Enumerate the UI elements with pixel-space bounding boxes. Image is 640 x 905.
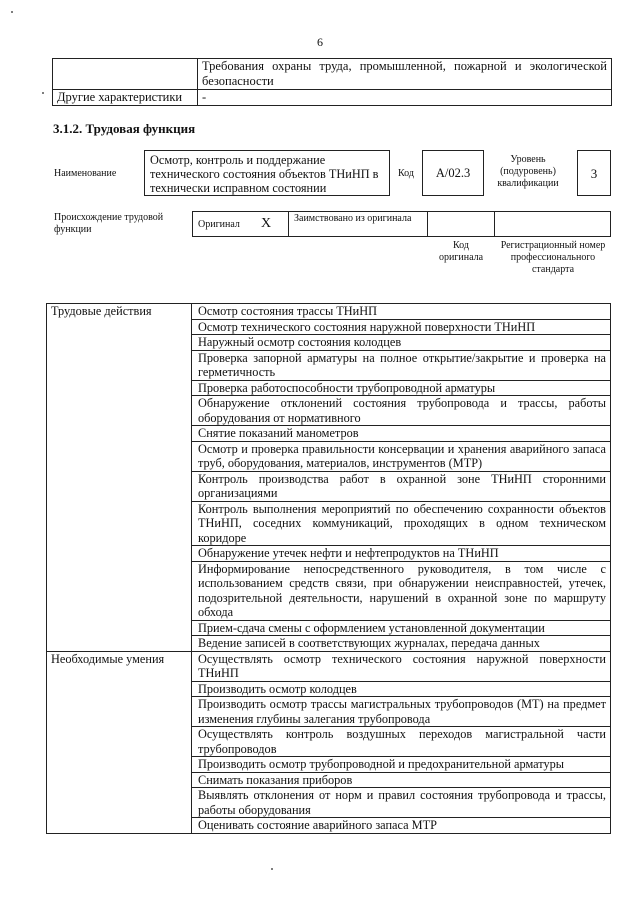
labor_actions-item: Осмотр и проверка правильности консервации и хранения аварийного запаса труб, оборудования, материалов, инструментов (МТР): [192, 441, 611, 471]
labor_actions-item: Проверка запорной арматуры на полное открытие/закрытие и проверка на герметичность: [192, 350, 611, 380]
skills-item: Производить осмотр колодцев: [192, 681, 611, 697]
row-label: Другие характеристики: [53, 90, 198, 106]
original-label: Оригинал: [198, 219, 240, 230]
code-original-label: Код оригинала: [438, 240, 484, 263]
labor_actions-label: Трудовые действия: [47, 304, 192, 652]
row-label: [53, 59, 198, 90]
characteristics-table: [52, 58, 612, 106]
scan-speck: [271, 868, 273, 870]
labor_actions-item: Ведение записей в соответствующих журналах, передача данных: [192, 636, 611, 652]
table-row: [47, 304, 611, 320]
labor_actions-item: Контроль выполнения мероприятий по обеспечению сохранности объектов ТНиНП, соседних коммуникаций, проходящих в одном техническом коридоре: [192, 501, 611, 546]
row-value: Требования охраны труда, промышленной, пожарной и экологической безопасности: [198, 59, 612, 90]
skills-item: Производить осмотр трассы магистральных трубопроводов (МТ) на предмет изменения глубины залегания трубопровода: [192, 697, 611, 727]
name-label: Наименование: [54, 168, 117, 179]
labor_actions-item: Прием-сдача смены с оформлением установленной документации: [192, 620, 611, 636]
labor_actions-item: Обнаружение отклонений состояния трубопровода и трассы, работы оборудования от нормативного: [192, 396, 611, 426]
level-value: 3: [577, 150, 611, 196]
code-value: А/02.3: [422, 150, 484, 196]
reg-number-cell: [494, 211, 611, 237]
labor_actions-item: Обнаружение утечек нефти и нефтепродуктов на ТНиНП: [192, 546, 611, 562]
original-cell: [192, 211, 289, 237]
labor_actions-item: Контроль производства работ в охранной зоне ТНиНП сторонними организациями: [192, 471, 611, 501]
labor_actions-item: Проверка работоспособности трубопроводной арматуры: [192, 380, 611, 396]
labor_actions-item: Снятие показаний манометров: [192, 426, 611, 442]
code-label: Код: [398, 168, 414, 179]
skills-item: Оценивать состояние аварийного запаса МТР: [192, 818, 611, 834]
skills-item: Осуществлять контроль воздушных переходов магистральной части трубопроводов: [192, 727, 611, 757]
table-row: [53, 90, 612, 106]
skills-item: Осуществлять осмотр технического состояния наружной поверхности ТНиНП: [192, 651, 611, 681]
origin-label: Происхождение трудовой функции: [54, 212, 164, 235]
section-title: 3.1.2. Трудовая функция: [53, 121, 196, 136]
labor-function-table: [46, 303, 611, 834]
reg-number-label: Регистрационный номер профессионального стандарта: [500, 240, 606, 275]
row-value: -: [198, 90, 612, 106]
original-mark: X: [261, 216, 272, 231]
labor_actions-item: Наружный осмотр состояния колодцев: [192, 335, 611, 351]
skills-item: Производить осмотр трубопроводной и предохранительной арматуры: [192, 757, 611, 773]
labor_actions-item: Информирование непосредственного руководителя, в том числе с использованием средств связи, при обнаружении неисправностей, утечек, подозрительной деятельности, нарушений в охранной зоне по маршруту обхода: [192, 561, 611, 620]
labor_actions-item: Осмотр состояния трассы ТНиНП: [192, 304, 611, 320]
level-label: Уровень (подуровень) квалификации: [497, 154, 559, 189]
name-value: Осмотр, контроль и поддержание технического состояния объектов ТНиНП в технически исправном состоянии: [144, 150, 390, 196]
borrowed-label: Заимствовано из оригинала: [288, 211, 428, 237]
scan-speck: [42, 92, 44, 94]
scan-speck: [11, 11, 13, 13]
code-original-cell: [427, 211, 495, 237]
skills-item: Снимать показания приборов: [192, 772, 611, 788]
page-number: 6: [317, 35, 323, 49]
table-row: [47, 651, 611, 681]
skills-item: Выявлять отклонения от норм и правил состояния трубопровода и трассы, работы оборудования: [192, 788, 611, 818]
labor_actions-item: Осмотр технического состояния наружной поверхности ТНиНП: [192, 319, 611, 335]
skills-label: Необходимые умения: [47, 651, 192, 833]
table-row: [53, 59, 612, 90]
